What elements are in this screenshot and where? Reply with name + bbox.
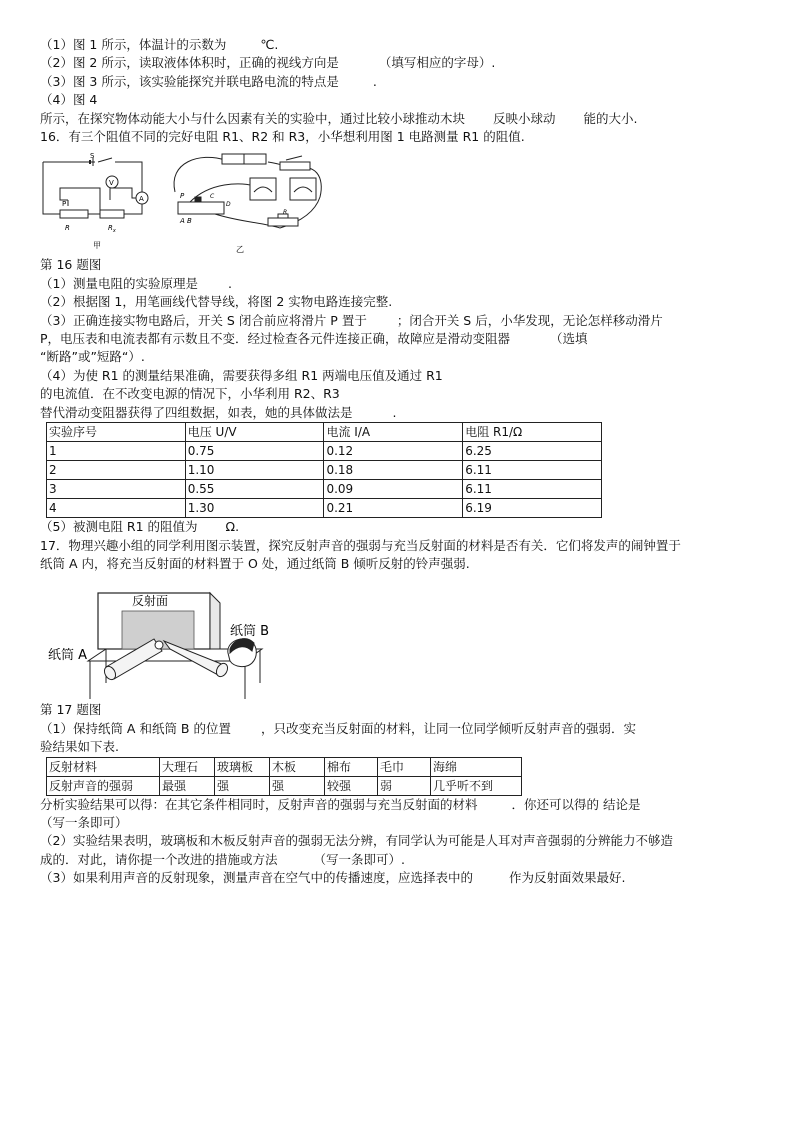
table-row (47, 461, 602, 480)
tube-b-label: 纸筒 B (230, 624, 270, 640)
table-cell: 6.25 (463, 442, 602, 461)
yi-resistor-label: R (283, 209, 288, 217)
q16-s4-line3: 替代滑动变阻器获得了四组数据，如表，她的具体做法是 . (40, 404, 397, 420)
table-cell: 6.19 (463, 499, 602, 518)
table-cell: 3 (47, 480, 186, 499)
voltmeter-label: V (109, 179, 114, 188)
table-cell: 大理石 (160, 757, 215, 776)
q17-s1-note: （写一条即可） (40, 814, 128, 830)
circuit-diagrams (40, 152, 340, 256)
q16-s5: （5）被测电阻 R1 的阻值为 Ω. (40, 519, 240, 535)
q17-s2-line2: 成的．对此，请你提一个改进的措施或方法 （写一条即可）. (40, 851, 405, 867)
table-cell: 几乎听不到 (431, 776, 522, 795)
q17-stem-line2: 纸筒 A 内，将充当反射面的材料置于 O 处，通过纸筒 B 倾听反射的铃声强弱. (40, 555, 470, 571)
table-cell: 0.12 (324, 442, 463, 461)
q17-s1-line1: （1）保持纸筒 A 和纸筒 B 的位置 ，只改变充当反射面的材料，让同一位同学倾听反射声音的强弱．实 (40, 720, 636, 736)
table-cell: 0.18 (324, 461, 463, 480)
table-row (47, 442, 602, 461)
rheostat-device (178, 197, 224, 214)
q17-stem-line1: 17．物理兴趣小组的同学利用图示装置，探究反射声音的强弱与充当反射面的材料是否有关．它们将发声的闹钟置于 (40, 537, 681, 553)
figure-jia-label: 甲 (93, 241, 101, 251)
ammeter-label: A (139, 195, 144, 204)
q16-s3-line2: P，电压表和电流表都有示数且不变．经过检查各元件连接正确，故障应是滑动变阻器 （选填 (40, 331, 588, 347)
circuit-diagram-jia (43, 158, 148, 218)
table-cell: 0.55 (185, 480, 324, 499)
table-header-cell: 电流 I/A (324, 423, 463, 442)
q17-s3: （3）如果利用声音的反射现象，测量声音在空气中的传播速度，应选择表中的 作为反射面效果最好. (40, 870, 626, 886)
sound-reflection-apparatus (40, 583, 280, 701)
table-cell: 4 (47, 499, 186, 518)
table-cell: 1.30 (185, 499, 324, 518)
table-cell: 毛巾 (378, 757, 431, 776)
tube-a-label: 纸筒 A (48, 648, 88, 664)
table-cell: 强 (270, 776, 325, 795)
q15-line-1: （1）图 1 所示，体温计的示数为 ℃. (40, 37, 279, 52)
table-cell: 海绵 (431, 757, 522, 776)
q15-line-3: （3）图 3 所示，该实验能探究并联电路电流的特点是 . (40, 73, 377, 89)
table-cell: 6.11 (463, 480, 602, 499)
yi-terminal-ab-label: A B (180, 217, 192, 226)
table-cell: 0.75 (185, 442, 324, 461)
table-cell: 2 (47, 461, 186, 480)
table-cell: 强 (215, 776, 270, 795)
table-cell: 1 (47, 442, 186, 461)
table-cell: 0.09 (324, 480, 463, 499)
table-cell: 0.21 (324, 499, 463, 518)
table-cell: 弱 (378, 776, 431, 795)
q16-s3-line1: （3）正确连接实物电路后，开关 S 闭合前应将滑片 P 置于 ；闭合开关 S 后，小华发现，无论怎样移动滑片 (40, 312, 663, 328)
q15-line-4: （4）图 4 (40, 92, 98, 108)
yi-terminal-d-label: D (226, 201, 231, 209)
q17-s1-line2: 验结果如下表. (40, 739, 119, 755)
q16-s4-line1: （4）为使 R1 的测量结果准确，需要获得多组 R1 两端电压值及通过 R1 (40, 367, 443, 383)
figure-yi-label: 乙 (236, 245, 244, 255)
table-cell: 6.11 (463, 461, 602, 480)
q16-data-table (46, 422, 602, 518)
q15-line-2: （2）图 2 所示，读取液体体积时，正确的视线方向是 （填写相应的字母）. (40, 55, 496, 71)
q16-stem: 16．有三个阻值不同的完好电阻 R1、R2 和 R3，小华想利用图 1 电路测量 R1 的阻值. (40, 129, 525, 145)
table-row (47, 757, 522, 776)
table-row (47, 480, 602, 499)
q16-figure (40, 152, 762, 256)
table-row (47, 499, 602, 518)
q17-results-table (46, 757, 522, 796)
q16-s2: （2）根据图 1，用笔画线代替导线，将图 2 实物电路连接完整. (40, 294, 393, 310)
q15-line-5: 所示，在探究物体动能大小与什么因素有关的实验中，通过比较小球推动木块 反映小球动 能的大小. (40, 110, 638, 126)
table-cell: 1.10 (185, 461, 324, 480)
table-cell: 木板 (270, 757, 325, 776)
table-cell: 棉布 (325, 757, 378, 776)
reflection-surface-label: 反射面 (132, 594, 169, 609)
table-header-row (47, 423, 602, 442)
q16-s1: （1）测量电阻的实验原理是 . (40, 275, 232, 291)
slider-label: P (62, 200, 67, 209)
table-header-cell: 实验序号 (47, 423, 186, 442)
table-cell: 最强 (160, 776, 215, 795)
switch-label: S (90, 152, 95, 161)
q16-s3-line3: “断路”或”短路“）. (40, 349, 145, 365)
battery-box (222, 154, 266, 164)
q16-s4-line2: 的电流值．在不改变电源的情况下，小华利用 R2、R3 (40, 386, 340, 402)
table-header-cell: 电阻 R1/Ω (463, 423, 602, 442)
rheostat-label: R (65, 224, 70, 233)
q17-caption: 第 17 题图 (40, 702, 102, 718)
q17-s1-conclusion: 分析实验结果可以得：在其它条件相同时，反射声音的强弱与充当反射面的材料 ．你还可以得的 结论是 (40, 796, 641, 812)
table-cell: 玻璃板 (215, 757, 270, 776)
table-cell: 反射声音的强弱 (47, 776, 160, 795)
table-cell: 反射材料 (47, 757, 160, 776)
voltmeter-device (250, 178, 276, 200)
table-header-cell: 电压 U/V (185, 423, 324, 442)
table-cell: 较强 (325, 776, 378, 795)
listener-figure (228, 639, 256, 667)
switch-device (280, 156, 310, 170)
table-row (47, 776, 522, 795)
yi-terminal-c-label: C (210, 193, 215, 201)
resistor-label: $R_x$ (108, 224, 116, 235)
exam-page (40, 36, 762, 888)
q16-caption: 第 16 题图 (40, 257, 102, 273)
q17-s2-line1: （2）实验结果表明，玻璃板和木板反射声音的强弱无法分辨，有同学认为可能是人耳对声音强弱的分辨能力不够造 (40, 833, 673, 849)
ammeter-device (290, 178, 316, 200)
q17-figure (40, 583, 762, 701)
yi-slider-label: P (180, 192, 185, 201)
